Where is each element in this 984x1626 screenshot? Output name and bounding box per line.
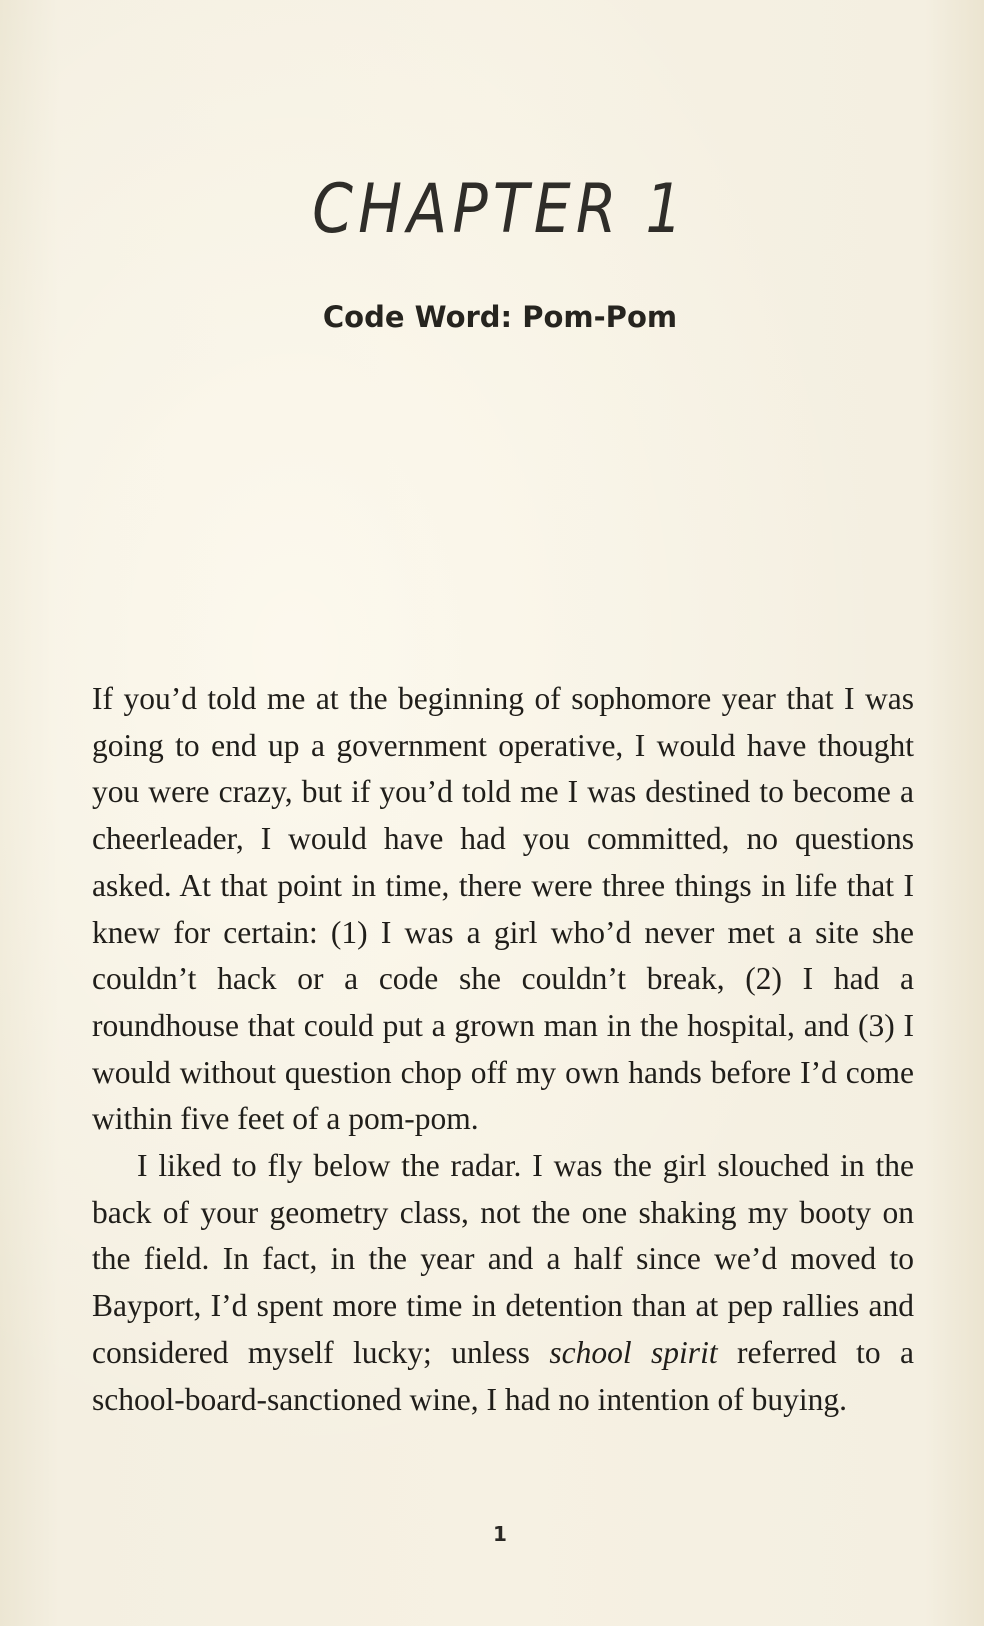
paragraph-2-italic-phrase: school spirit: [549, 1334, 718, 1370]
body-text: [92, 676, 914, 1423]
chapter-title: CHAPTER 1: [312, 170, 688, 249]
paragraph-2: [92, 1143, 914, 1423]
paragraph-1: If you’d told me at the beginning of sophomore year that I was going to end up a government operative, I would have thought you were crazy, but if you’d told me I was destined to become a cheerleader, I would have had you committed, no questions asked. At that point in time, there were three things in life that I knew for certain: (1) I was a girl who’d never met a site she couldn’t hack or a code she couldn’t break, (2) I had a roundhouse that could put a grown man in the hospital, and (3) I would without question chop off my own hands before I’d come within five feet of a pom-pom.: [92, 681, 914, 1137]
paragraph-2-text-after: referred to a school-board-sanctioned wine, I had no intention of buying.: [92, 1334, 914, 1417]
page-number: 1: [493, 1522, 507, 1546]
chapter-subtitle: Code Word: Pom-Pom: [322, 300, 678, 334]
paragraph-2-text-before: I liked to fly below the radar. I was the girl slouched in the back of your geometry class, not the one shaking my booty on the field. In fact, in the year and a half since we’d moved to Bayport, I’d spent more time in detention than at pep rallies and considered myself lucky; unless: [92, 1148, 914, 1370]
